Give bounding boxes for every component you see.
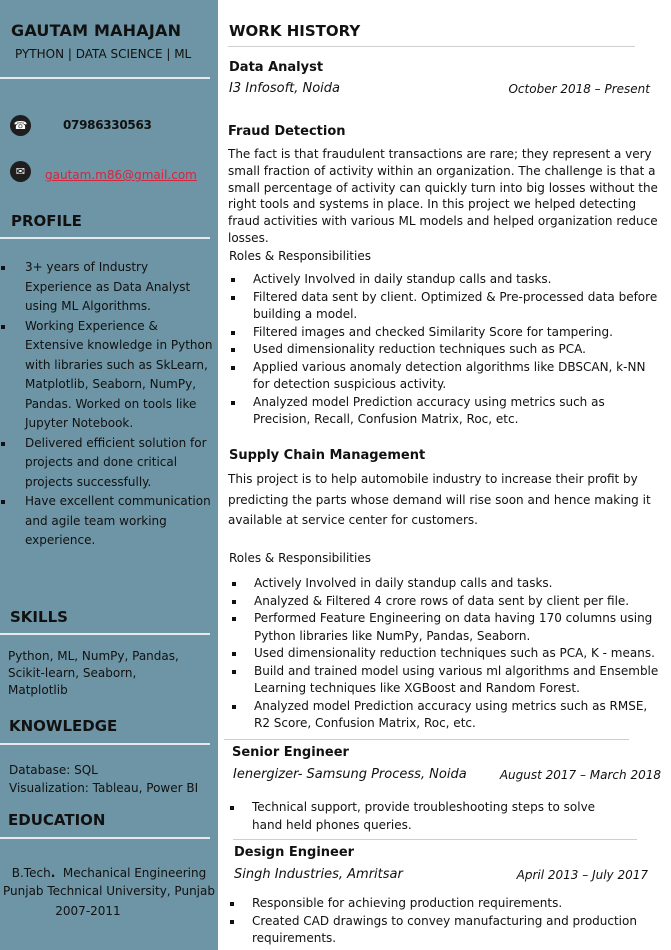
education-school: Punjab Technical University, Punjab (3, 884, 215, 898)
project-description: This project is to help automobile industry to increase their profit by predicting the parts whose demand will rise soon and hence making it available at service center for customers. (228, 472, 651, 527)
responsibility-item: Technical support, provide troubleshooting steps to solve hand held phones queries. (228, 799, 628, 834)
phone-icon: ☎ (10, 115, 31, 136)
degree-field: Mechanical Engineering (62, 866, 207, 880)
responsibility-item: Used dimensionality reduction techniques such as PCA, K - means. (230, 645, 662, 663)
responsibilities-list (228, 799, 628, 834)
divider (228, 46, 635, 47)
responsibilities-list (229, 271, 661, 429)
profile-item: Working Experience & Extensive knowledge in Python with libraries such as SkLearn, Matplotlib, Seaborn, NumPy, Pandas. Worked on tools like Jupyter Notebook. (0, 317, 214, 434)
job-role: Design Engineer (234, 845, 355, 860)
skills-heading: SKILLS (10, 608, 68, 626)
profile-item: Delivered efficient solution for projects and done critical projects successfully. (0, 434, 214, 493)
job-dates: October 2018 – Present (508, 82, 650, 96)
responsibility-item: Actively Involved in daily standup calls and tasks. (230, 575, 662, 593)
project-description: The fact is that fraudulent transactions are rare; they represent a very small fraction of activity within an organization. The challenge is that a small percentage of activity can quickly turn into big losses without the right tools and systems in place. In this project we helped detecting fraud activities with various ML models and helped organization reduce losses. (228, 147, 658, 245)
degree-name: B.Tech (11, 866, 51, 880)
responsibility-item: Filtered data sent by client. Optimized & Pre-processed data before building a model. (229, 289, 661, 324)
profile-item: 3+ years of Industry Experience as Data Analyst using ML Algorithms. (0, 258, 214, 317)
profile-heading: PROFILE (11, 212, 82, 230)
responsibilities-list (228, 895, 643, 948)
project-title: Supply Chain Management (229, 448, 426, 463)
knowledge-heading: KNOWLEDGE (9, 717, 118, 735)
job-role: Data Analyst (229, 60, 324, 75)
job-company: Singh Industries, Amritsar (234, 867, 403, 882)
responsibility-item: Filtered images and checked Similarity Score for tampering. (229, 324, 661, 342)
job-role: Senior Engineer (232, 745, 349, 760)
responsibility-item: Analyzed model Prediction accuracy using metrics such as RMSE, R2 Score, Confusion Matrix, Roc, etc. (230, 698, 662, 733)
education-years: 2007-2011 (55, 904, 121, 918)
education-degree: B.Tech. Mechanical Engineering (11, 866, 207, 880)
responsibility-item: Applied various anomaly detection algorithms like DBSCAN, k-NN for detection suspicious activity. (229, 359, 661, 394)
knowledge-database: Database: SQL (9, 763, 98, 777)
knowledge-visualization: Visualization: Tableau, Power BI (9, 781, 199, 795)
divider (0, 237, 210, 239)
divider (0, 743, 210, 745)
divider (0, 837, 210, 839)
profile-item: Have excellent communication and agile team working experience. (0, 492, 214, 551)
divider (224, 739, 629, 740)
job-dates: August 2017 – March 2018 (499, 768, 661, 782)
responsibility-item: Actively Involved in daily standup calls and tasks. (229, 271, 661, 289)
divider (0, 77, 210, 79)
roles-label: Roles & Responsibilities (229, 249, 371, 263)
responsibility-item: Used dimensionality reduction techniques such as PCA. (229, 341, 661, 359)
education-heading: EDUCATION (8, 811, 106, 829)
responsibility-item: Responsible for achieving production requirements. (228, 895, 643, 913)
responsibility-item: Analyzed & Filtered 4 crore rows of data sent by client per file. (230, 593, 662, 611)
roles-label: Roles & Responsibilities (229, 551, 371, 565)
responsibilities-list (230, 575, 662, 733)
sidebar (0, 0, 218, 950)
job-dates: April 2013 – July 2017 (516, 868, 648, 882)
main-content (218, 0, 671, 950)
divider (0, 633, 210, 635)
phone-number: 07986330563 (63, 118, 152, 132)
work-history-heading: WORK HISTORY (229, 22, 361, 40)
job-company: Ienergizer- Samsung Process, Noida (233, 767, 467, 782)
candidate-tagline: PYTHON | DATA SCIENCE | ML (15, 47, 192, 61)
project-title: Fraud Detection (228, 124, 346, 139)
profile-list (0, 258, 214, 551)
candidate-name: GAUTAM MAHAJAN (11, 21, 182, 40)
email-icon: ✉ (10, 161, 31, 182)
responsibility-item: Analyzed model Prediction accuracy using metrics such as Precision, Recall, Confusion Matrix, Roc, etc. (229, 394, 661, 429)
responsibility-item: Created CAD drawings to convey manufacturing and production requirements. (228, 913, 643, 948)
responsibility-item: Performed Feature Engineering on data having 170 columns using Python libraries like NumPy, Pandas, Seaborn. (230, 610, 662, 645)
job-company: I3 Infosoft, Noida (229, 81, 341, 96)
divider (233, 839, 637, 840)
skills-text: Python, ML, NumPy, Pandas, Scikit-learn, Seaborn, Matplotlib (8, 649, 179, 697)
email-link[interactable]: gautam.m86@gmail.com (45, 168, 197, 182)
responsibility-item: Build and trained model using various ml algorithms and Ensemble Learning techniques like XGBoost and Random Forest. (230, 663, 662, 698)
